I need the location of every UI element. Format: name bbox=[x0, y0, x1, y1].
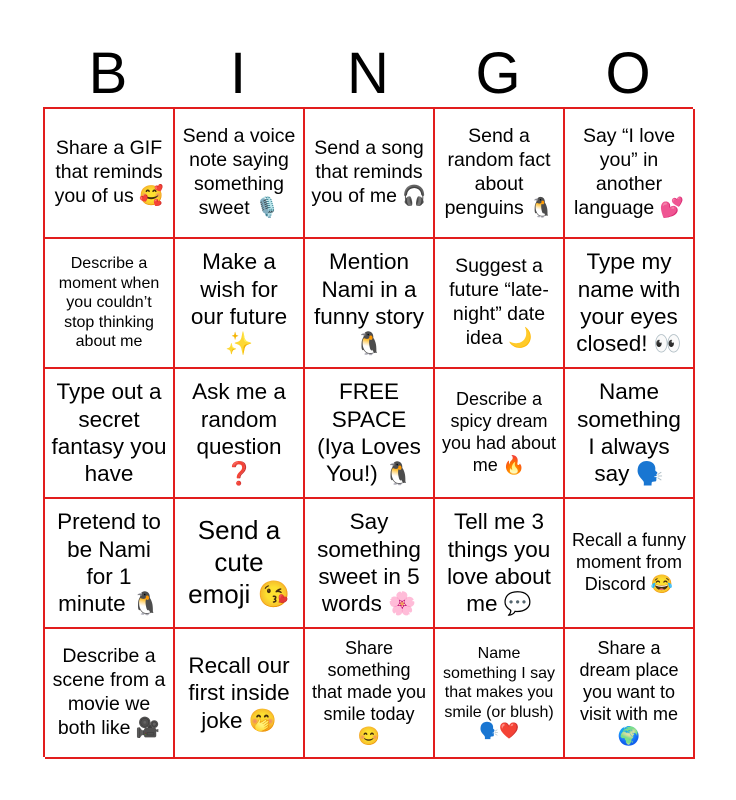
header-letter-n: N bbox=[347, 41, 389, 106]
bingo-header bbox=[43, 40, 693, 108]
bingo-cell-r5-c5[interactable] bbox=[565, 629, 695, 759]
bingo-cell-text: FREE SPACE (Iya Loves You!) 🐧 bbox=[317, 379, 421, 487]
bingo-cell-text: Tell me 3 things you love about me 💬 bbox=[447, 509, 551, 617]
bingo-cell-r3-c1[interactable] bbox=[45, 369, 175, 499]
bingo-cell-text: Suggest a future “late-night” date idea 🌙 bbox=[449, 255, 549, 349]
bingo-cell-text: Recall a funny moment from Discord 😂 bbox=[571, 530, 687, 594]
header-letter-g: G bbox=[475, 41, 521, 106]
bingo-cell-r5-c4[interactable] bbox=[435, 629, 565, 759]
bingo-cell-r1-c4[interactable] bbox=[435, 109, 565, 239]
bingo-cell-text: Share something that made you smile today 😊 bbox=[311, 638, 427, 746]
bingo-cell-text: Pretend to be Nami for 1 minute 🐧 bbox=[57, 509, 161, 617]
header-letter-i: I bbox=[229, 41, 247, 106]
bingo-cell-text: Share a GIF that reminds you of us 🥰 bbox=[54, 137, 164, 207]
bingo-cell-text: Type out a secret fantasy you have bbox=[51, 379, 167, 487]
bingo-cell-r2-c3[interactable] bbox=[305, 239, 435, 369]
bingo-cell-text: Describe a scene from a movie we both like 🎥 bbox=[52, 645, 166, 739]
bingo-cell-r2-c5[interactable] bbox=[565, 239, 695, 369]
bingo-cell-r4-c3[interactable] bbox=[305, 499, 435, 629]
bingo-cell-r2-c1[interactable] bbox=[45, 239, 175, 369]
bingo-cell-text: Send a voice note saying something sweet 🎙️ bbox=[182, 125, 296, 219]
bingo-cell-text: Type my name with your eyes closed! 👀 bbox=[576, 249, 682, 357]
bingo-cell-r1-c5[interactable] bbox=[565, 109, 695, 239]
bingo-cell-text: Share a dream place you want to visit with me 🌍 bbox=[579, 638, 679, 746]
bingo-cell-r4-c2[interactable] bbox=[175, 499, 305, 629]
bingo-cell-r3-c5[interactable] bbox=[565, 369, 695, 499]
bingo-cell-r5-c1[interactable] bbox=[45, 629, 175, 759]
bingo-cell-r5-c3[interactable] bbox=[305, 629, 435, 759]
bingo-cell-r4-c1[interactable] bbox=[45, 499, 175, 629]
bingo-cell-r4-c5[interactable] bbox=[565, 499, 695, 629]
bingo-cell-text: Name something I always say 🗣️ bbox=[577, 379, 681, 487]
bingo-cell-r1-c2[interactable] bbox=[175, 109, 305, 239]
bingo-cell-r2-c4[interactable] bbox=[435, 239, 565, 369]
bingo-cell-text: Name something I say that makes you smile (or blush) 🗣️❤️ bbox=[442, 645, 556, 741]
bingo-cell-r5-c2[interactable] bbox=[175, 629, 305, 759]
bingo-cell-text: Ask me a random question ❓ bbox=[192, 379, 286, 487]
bingo-cell-r1-c3[interactable] bbox=[305, 109, 435, 239]
bingo-board bbox=[43, 107, 693, 757]
header-letter-b: B bbox=[88, 41, 128, 106]
bingo-cell-text: Make a wish for our future ✨ bbox=[190, 249, 288, 357]
bingo-cell-r4-c4[interactable] bbox=[435, 499, 565, 629]
bingo-cell-text: Describe a moment when you couldn’t stop thinking about me bbox=[58, 255, 160, 351]
bingo-cell-text: Send a random fact about penguins 🐧 bbox=[444, 125, 554, 219]
bingo-cell-text: Send a song that reminds you of me 🎧 bbox=[311, 137, 427, 207]
bingo-cell-text: Describe a spicy dream you had about me 🔥 bbox=[441, 389, 557, 475]
bingo-cell-free-space[interactable] bbox=[305, 369, 435, 499]
bingo-cell-text: Say “I love you” in another language 💕 bbox=[574, 125, 684, 219]
bingo-cell-r3-c4[interactable] bbox=[435, 369, 565, 499]
bingo-cell-r3-c2[interactable] bbox=[175, 369, 305, 499]
bingo-cell-text: Mention Nami in a funny story 🐧 bbox=[313, 249, 425, 357]
bingo-cell-r1-c1[interactable] bbox=[45, 109, 175, 239]
bingo-cell-text: Send a cute emoji 😘 bbox=[188, 515, 290, 609]
bingo-cell-text: Recall our first inside joke 🤭 bbox=[188, 652, 290, 733]
header-letter-o: O bbox=[605, 41, 651, 106]
bingo-cell-text: Say something sweet in 5 words 🌸 bbox=[317, 509, 421, 617]
bingo-cell-r2-c2[interactable] bbox=[175, 239, 305, 369]
